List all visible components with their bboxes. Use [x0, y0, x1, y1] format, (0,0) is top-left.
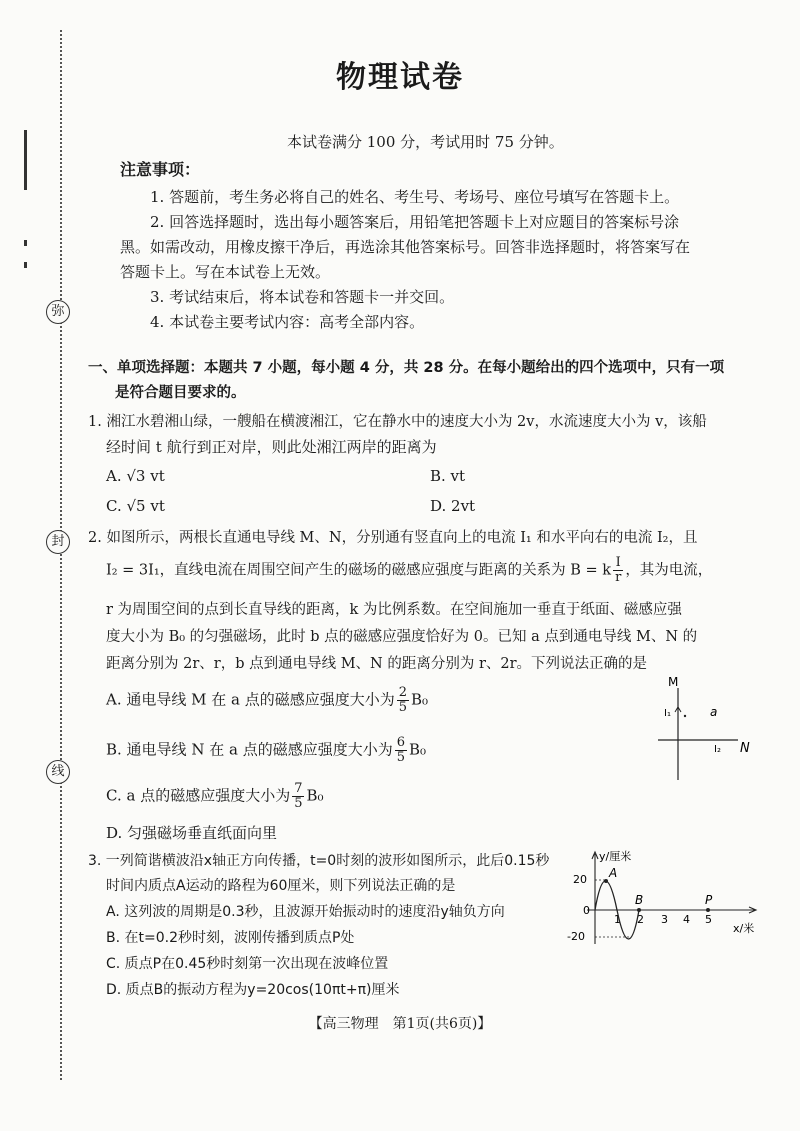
x-tick-label: 2: [637, 913, 644, 926]
notice-item: 答题卡上。写在本试卷上无效。: [120, 263, 331, 281]
fraction-numerator: 6: [396, 735, 405, 750]
wire-m-label: M: [668, 675, 679, 689]
binding-seal-mark: 线: [46, 760, 70, 784]
option-text: B. 通电导线 N 在 a 点的磁感应强度大小为: [106, 740, 393, 759]
question-1-option-d: D. 2vt: [430, 497, 476, 515]
notice-item: 2. 回答选择题时，选出每小题答案后，用铅笔把答题卡上对应题目的答案标号涂: [150, 213, 680, 231]
question-3-wave-figure: [565, 846, 770, 954]
point-a-label: A: [609, 866, 618, 880]
option-text: C. a 点的磁感应强度大小为: [106, 786, 291, 805]
question-1-stem: 1. 湘江水碧湘山绿，一艘船在横渡湘江，它在静水中的速度大小为 2v，水流速度大小为 v，该船: [88, 414, 707, 430]
notice-item: 黑。如需改动，用橡皮擦干净后，再选涂其他答案标号。回答非选择题时，将答案写在: [120, 238, 691, 256]
y-tick-label: 20: [573, 873, 587, 886]
question-3-option-d: D. 质点B的振动方程为y=20cos(10πt+π)厘米: [106, 982, 400, 998]
fraction: [395, 736, 407, 765]
binding-line: [60, 30, 62, 1080]
y-tick-label: 0: [583, 904, 590, 917]
notice-item: 3. 考试结束后，将本试卷和答题卡一并交回。: [150, 288, 455, 306]
binding-seal-mark: 封: [46, 530, 70, 554]
notice-heading: 注意事项：: [120, 160, 201, 179]
question-3-option-a: A. 这列波的周期是0.3秒，且波源开始振动时的速度沿y轴负方向: [106, 904, 505, 920]
x-axis-label: x/米: [733, 922, 755, 935]
fraction: [613, 556, 623, 585]
question-2-option-b: [106, 736, 426, 765]
fraction-numerator: I: [613, 556, 623, 571]
question-3-stem: 时间内质点A运动的路程为60厘米，则下列说法正确的是: [106, 878, 456, 894]
question-2-stem: [106, 556, 712, 585]
question-2-option-c: [106, 782, 324, 811]
fraction-denominator: 5: [396, 750, 405, 765]
question-3-option-c: C. 质点P在0.45秒时刻第一次出现在波峰位置: [106, 956, 389, 972]
question-3-stem: 3. 一列简谐横波沿x轴正方向传播，t=0时刻的波形如图所示，此后0.15秒: [88, 853, 550, 869]
notice-item: 1. 答题前，考生务必将自己的姓名、考生号、考场号、座位号填写在答题卡上。: [150, 188, 680, 206]
fraction-denominator: r: [615, 570, 622, 585]
question-2-text: I₂ = 3I₁，直线电流在周围空间产生的磁场的磁感应强度与距离的关系为 B = k: [106, 562, 612, 579]
option-text: B₀: [411, 690, 429, 709]
page-title: 物理试卷: [336, 60, 464, 95]
question-1-option-a: A. √3 vt: [106, 467, 165, 485]
point-p-label: P: [705, 893, 713, 907]
section-heading: 是符合题目要求的。: [115, 385, 246, 401]
binding-tick: [24, 240, 27, 246]
question-2-figure: [640, 672, 760, 784]
point-a-label: a: [710, 705, 718, 719]
point-a-marker: [604, 879, 608, 883]
fraction: [292, 782, 304, 811]
fraction: [397, 686, 409, 715]
point-b-label: B: [635, 893, 644, 907]
fraction-denominator: 5: [398, 700, 408, 715]
wire-n-label: N: [740, 741, 750, 756]
question-1-stem: 经时间 t 航行到正对岸，则此处湘江两岸的距离为: [106, 438, 437, 456]
question-2-stem: 2. 如图所示，两根长直通电导线 M、N，分别通有竖直向上的电流 I₁ 和水平向右的电流 I₂，且: [88, 530, 698, 546]
point-b-marker: [637, 908, 641, 912]
question-2-stem: 距离分别为 2r、r，b 点到通电导线 M、N 的距离分别为 r、2r。下列说法正确的是: [106, 656, 648, 672]
x-tick-label: 4: [683, 913, 690, 926]
question-3-option-b: B. 在t=0.2秒时刻，波刚传播到质点P处: [106, 930, 355, 946]
question-2-stem: 度大小为 B₀ 的匀强磁场，此时 b 点的磁感应强度恰好为 0。已知 a 点到通电导线 M、N 的: [106, 629, 698, 645]
question-2-option-d: D. 匀强磁场垂直纸面向里: [106, 824, 278, 842]
fraction-numerator: 2: [398, 685, 408, 700]
question-2-stem: r 为周围空间的点到长直导线的距离，k 为比例系数。在空间施加一垂直于纸面、磁感应强: [106, 602, 682, 618]
fraction-numerator: 7: [294, 781, 303, 796]
question-2-option-a: [106, 686, 428, 715]
fraction-denominator: 5: [294, 796, 303, 811]
x-tick-label: 1: [614, 913, 621, 926]
option-text: A. 通电导线 M 在 a 点的磁感应强度大小为: [106, 690, 395, 709]
point-b: [684, 715, 686, 717]
current-i1-label: I₁: [664, 708, 671, 719]
binding-tick: [24, 262, 27, 268]
section-heading: 一、单项选择题：本题共 7 小题，每小题 4 分，共 28 分。在每小题给出的四个选项中，只有一项: [88, 360, 725, 376]
question-2-text: ，其为电流，: [625, 562, 713, 579]
y-tick-label: -20: [567, 930, 585, 943]
binding-seal-mark: 弥: [46, 300, 70, 324]
y-axis-label: y/厘米: [599, 850, 632, 863]
notice-item: 4. 本试卷主要考试内容：高考全部内容。: [150, 313, 425, 331]
point-p-marker: [706, 908, 710, 912]
page-footer: 【高三物理 第1页(共6页)】: [308, 1016, 492, 1032]
exam-intro: 本试卷满分 100 分，考试用时 75 分钟。: [287, 133, 564, 151]
question-1-option-c: C. √5 vt: [106, 497, 165, 515]
question-1-option-b: B. vt: [430, 467, 466, 485]
option-text: B₀: [408, 740, 427, 759]
x-tick-label: 3: [661, 913, 668, 926]
option-text: B₀: [306, 786, 324, 805]
x-tick-label: 5: [705, 913, 712, 926]
current-i2-label: I₂: [714, 744, 721, 755]
binding-tick: [24, 130, 27, 190]
